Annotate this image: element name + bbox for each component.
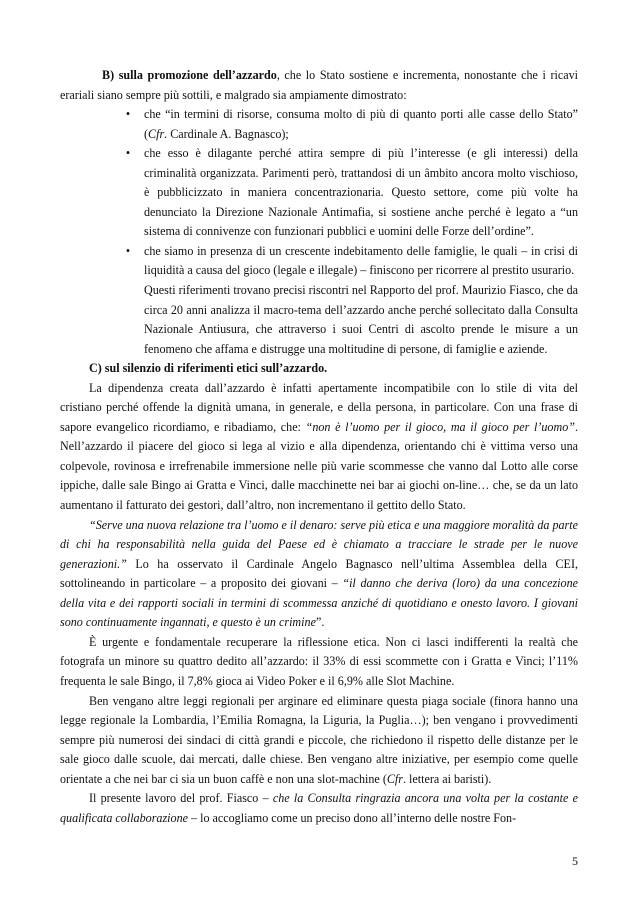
section-c-heading-text: C) sul silenzio di riferimenti etici sull’azzardo. xyxy=(89,361,328,376)
bullet-text: che esso è dilagante perché attira sempre di più l’interesse (e gli interessi) della criminalità organizzata. Parimenti però, trattandosi di un âmbito ancora molto vischioso, è pubblicizzato in maniera concentrazionaria. Questo settore, come più volte ha denunciato la Direzione Nazionale Antimafia, si sostiene anche perché è legato a “un sistema di connivenze con funzionari pubblici e uomini delle Forze dell’ordine”. xyxy=(144,146,578,239)
cfr-italic: Cfr xyxy=(148,126,165,141)
bullet-icon: • xyxy=(125,107,131,122)
quote-italic: “il danno che deriva (loro) da una concezione della vita e dei rapporti sociali in termini di scommessa anziché di quotidiano e onesto lavoro. I giovani sono continuamente ingannati, e questo è un crimine xyxy=(60,576,578,630)
page-number: 5 xyxy=(572,854,578,868)
paragraph xyxy=(60,379,578,516)
italic-text: che la Consulta ringrazia ancora una volta per la costante e qualificata collaborazione xyxy=(60,791,578,825)
bullet-text: che “in termini di risorse, consuma molto di più di quanto porti alle casse dello Stato” ( xyxy=(144,107,578,141)
paragraph-text: – lo accogliamo come un preciso dono all’interno delle nostre Fon- xyxy=(187,810,517,825)
cfr-italic: Cfr xyxy=(386,771,403,786)
paragraph xyxy=(60,516,578,633)
bullet-text: che siamo in presenza di un crescente indebitamento delle famiglie, le quali – in crisi di liquidità a causa del gioco (legale e illegale) – finiscono per ricorrere al prestito usurario. xyxy=(144,243,578,278)
bullet-text: . Cardinale A. Bagnasco); xyxy=(164,126,289,141)
paragraph-text: . lettera ai baristi). xyxy=(403,771,492,786)
paragraph-text: ”. xyxy=(315,615,325,630)
bullet-list xyxy=(60,105,578,359)
list-item xyxy=(60,242,578,281)
paragraph-text: Lo ha osservato il Cardinale Angelo Bagnasco nell’ultima Assemblea della CEI, sottolineando in particolare – a proposito dei giovani – xyxy=(60,556,578,591)
paragraph xyxy=(60,692,578,790)
bullet-icon: • xyxy=(125,243,131,258)
section-b-intro xyxy=(60,66,578,105)
paragraph-text: La dipendenza creata dall’azzardo è infatti apertamente incompatibile con lo stile di vita del cristiano perché offende la dignità umana, in generale, e della persona, in particolare. Con una frase di sapore evangelico ricordiamo, e ribadiamo, che: xyxy=(60,380,578,434)
paragraph-text: . Nell’azzardo il piacere del gioco si lega al vizio e alla dipendenza, orientando chi è vittima verso una colpevole, rovinosa e irrefrenabile immersione nelle più varie scommesse che vanno dal Lotto alle corse ippiche, dalle sale Bingo ai Gratta e Vinci, dalle macchinette nei bar ai giochi on-line… che, se da un lato aumentano il fatturato dei gestori, dall’altro, non incrementano il gettito dello Stato. xyxy=(60,419,578,513)
bullet-icon: • xyxy=(125,146,131,161)
paragraph xyxy=(60,789,578,828)
section-b-intro-text: , che lo Stato sostiene e incrementa, nonostante che i ricavi erariali siano sempre più sottili, e malgrado sia ampiamente dimostrato: xyxy=(60,68,578,102)
quote-italic: “non è l’uomo per il gioco, ma il gioco per l’uomo” xyxy=(305,419,575,434)
paragraph-text: Il presente lavoro del prof. Fiasco – xyxy=(89,791,273,806)
paragraph: È urgente e fondamentale recuperare la riflessione etica. Non ci lasci indifferenti la realtà che fotografa un minore su quattro dedito all’azzardo: il 33% di essi scommette con i Gratta e Vinci; l’11% frequenta le sale Bingo, il 7,8% gioca ai Video Poker e il 6,9% alle Slot Machine. xyxy=(60,634,578,688)
section-c-heading xyxy=(60,359,578,379)
quote-italic: “Serve una nuova relazione tra l’uomo e il denaro: serve più etica e una maggiore moralità da parte di chi ha responsabilità nella guida del Paese ed è chiamato a tracciare le strade per le nuove generazioni.” xyxy=(60,517,578,571)
paragraph-text: Ben vengano altre leggi regionali per arginare ed eliminare questa piaga sociale (finora hanno una legge regionale la Lombardia, l’Emilia Romagna, la Liguria, la Puglia…); ben vengano i provvedimenti sempre più numerosi dei sindaci di città grandi e piccole, che richiedono il rispetto delle distanze per le sale gioco dalle scuole, dai mercati, dalle chiese. Ben vengano altre iniziative, per esempio come quelle orientate a che nei bar ci sia un buon caffè e non una slot-machine ( xyxy=(60,693,578,786)
list-item xyxy=(60,144,578,242)
list-item xyxy=(60,105,578,144)
section-b-heading: B) sulla promozione dell’azzardo xyxy=(102,68,277,82)
bullet-note: Questi riferimenti trovano precisi riscontri nel Rapporto del prof. Maurizio Fiasco, che da circa 20 anni analizza il macro-tema dell’azzardo anche perché sollecitato dalla Consulta Nazionale Antiusura, che attraverso i suoi Centri di ascolto prende le misure a un fenomeno che affama e distrugge una moltitudine di persone, di famiglie e aziende. xyxy=(144,283,578,356)
